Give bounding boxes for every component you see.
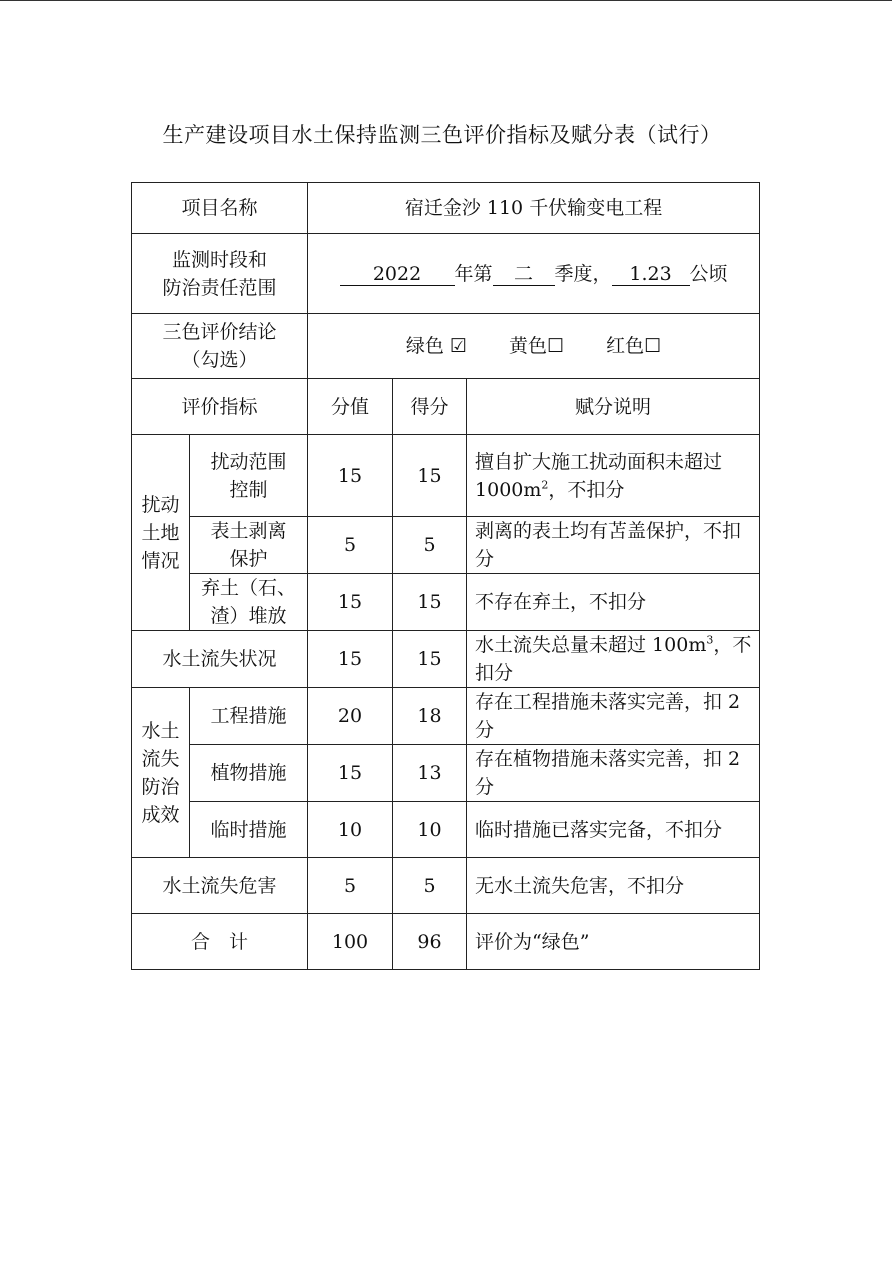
period-text-year: 年第 [454,262,493,285]
table-row [132,858,760,914]
evaluation-table [131,182,760,970]
period-year: 2022 [340,263,455,286]
option-red-label: 红色 [606,335,645,357]
score-got: 15 [393,574,467,631]
period-label-line2: 防治责任范围 [162,276,277,299]
score-note: 不存在弃土，不扣分 [467,574,760,631]
period-unit: 公顷 [689,262,728,285]
option-yellow[interactable] [509,332,564,360]
total-row [132,914,760,970]
period-label [132,234,308,314]
indicator-name: 工程措施 [190,688,308,745]
score-got: 15 [393,631,467,688]
total-note: 评价为“绿色” [467,914,760,970]
period-value [308,234,760,314]
score-note: 水土流失总量未超过 $100m^3$，不扣分 [467,631,760,688]
indicator-name: 扰动范围 控制 [190,435,308,517]
score-value: 10 [308,802,393,858]
period-row [132,234,760,314]
total-value: 100 [308,914,393,970]
table-row [132,802,760,858]
option-red[interactable] [606,332,661,360]
header-note: 赋分说明 [467,379,760,435]
period-quarter: 二 [493,263,555,286]
table-row [132,435,760,517]
score-got: 18 [393,688,467,745]
table-row [132,574,760,631]
score-got: 15 [393,435,467,517]
score-note: 存在植物措施未落实完善，扣 2 分 [467,745,760,802]
header-indicator: 评价指标 [132,379,308,435]
empty-box-icon: ☐ [644,335,662,357]
indicator-name: 表土剥离 保护 [190,517,308,574]
option-yellow-label: 黄色 [509,335,548,357]
score-note: 临时措施已落实完备，不扣分 [467,802,760,858]
table-row [132,745,760,802]
empty-box-icon: ☐ [547,335,565,357]
group-disturbance-label: 扰动 土地 情况 [132,435,190,631]
period-label-line1: 监测时段和 [172,248,268,271]
score-note: 存在工程措施未落实完善，扣 2 分 [467,688,760,745]
checked-box-icon: ☑ [449,335,467,357]
group-control-label: 水土 流失 防治 成效 [132,688,190,858]
project-row [132,183,760,234]
header-row [132,379,760,435]
score-note: 擅自扩大施工扰动面积未超过 $1000m^2$，不扣分 [467,435,760,517]
score-got: 13 [393,745,467,802]
score-got: 10 [393,802,467,858]
total-got: 96 [393,914,467,970]
indicator-name: 弃土（石、 渣）堆放 [190,574,308,631]
period-area: 1.23 [612,263,690,286]
conclusion-label-line2: （勾选） [181,349,258,371]
score-got: 5 [393,517,467,574]
table-row [132,517,760,574]
indicator-name: 植物措施 [190,745,308,802]
option-green-label: 绿色 [405,335,444,357]
score-note: 无水土流失危害，不扣分 [467,858,760,914]
indicator-name: 水土流失危害 [132,858,308,914]
score-value: 5 [308,517,393,574]
score-value: 15 [308,745,393,802]
score-got: 5 [393,858,467,914]
page-top-rule [0,0,892,1]
score-value: 20 [308,688,393,745]
option-green[interactable] [406,332,467,360]
table-row [132,688,760,745]
conclusion-label-line1: 三色评价结论 [162,321,277,343]
total-label: 合 计 [132,914,308,970]
indicator-name: 水土流失状况 [132,631,308,688]
score-value: 5 [308,858,393,914]
header-score-value: 分值 [308,379,393,435]
conclusion-row [132,314,760,379]
project-name: 宿迁金沙 110 千伏输变电工程 [308,183,760,234]
project-label: 项目名称 [132,183,308,234]
conclusion-options [308,314,760,379]
score-note: 剥离的表土均有苫盖保护，不扣分 [467,517,760,574]
indicator-name: 临时措施 [190,802,308,858]
header-score-got: 得分 [393,379,467,435]
table-row [132,631,760,688]
conclusion-label [132,314,308,379]
document-title: 生产建设项目水土保持监测三色评价指标及赋分表（试行） [162,123,722,147]
score-value: 15 [308,435,393,517]
period-text-quarter: 季度， [554,262,612,285]
score-value: 15 [308,574,393,631]
score-value: 15 [308,631,393,688]
